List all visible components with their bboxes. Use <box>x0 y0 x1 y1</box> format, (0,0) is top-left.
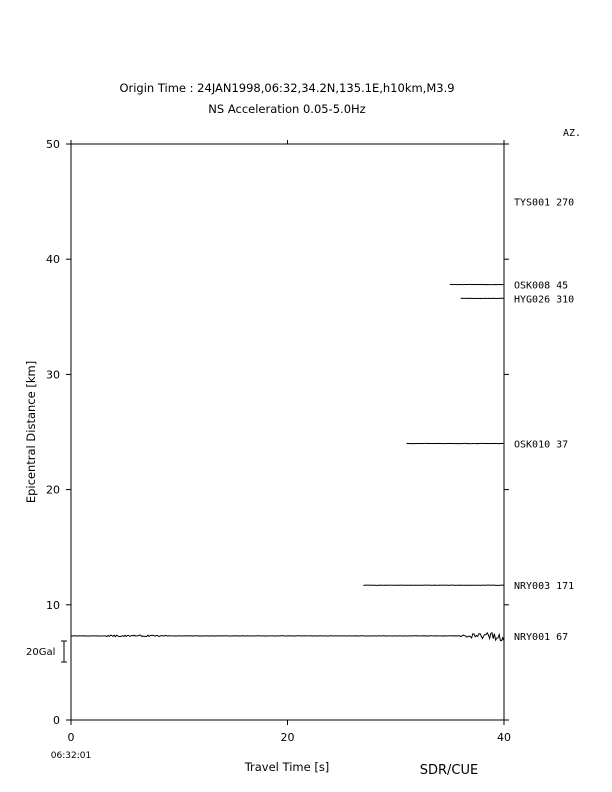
chart-title: Origin Time : 24JAN1998,06:32,34.2N,135.1E,h10km,M3.9 <box>119 81 455 95</box>
x-tick-label: 20 <box>280 731 295 744</box>
station-label-osk010: OSK010 37 <box>514 439 569 451</box>
trace-nry001 <box>71 633 504 641</box>
start-time-label: 06:32:01 <box>50 751 92 761</box>
y-axis-label: Epicentral Distance [km] <box>24 360 38 504</box>
x-tick-label: 0 <box>67 731 75 744</box>
station-label-hyg026: HYG026 310 <box>514 294 575 306</box>
y-tick-label: 30 <box>46 368 60 382</box>
scale-bar-label: 20Gal <box>26 647 56 658</box>
y-tick-label: 20 <box>46 483 60 497</box>
chart-subtitle: NS Acceleration 0.05-5.0Hz <box>208 102 366 116</box>
plot-area <box>46 138 574 744</box>
y-tick-label: 50 <box>46 138 60 151</box>
y-tick-label: 0 <box>53 714 60 727</box>
station-label-nry003: NRY003 171 <box>514 581 575 593</box>
azimuth-header: AZ. <box>563 128 582 139</box>
station-label-osk008: OSK008 45 <box>514 280 569 292</box>
y-tick-label: 40 <box>46 253 60 267</box>
x-axis-label: Travel Time [s] <box>244 760 330 774</box>
plot-frame <box>71 144 504 720</box>
footer-label: SDR/CUE <box>419 763 479 778</box>
station-label-tys001: TYS001 270 <box>514 197 575 209</box>
station-label-nry001: NRY001 67 <box>514 631 569 643</box>
y-tick-label: 10 <box>46 598 60 612</box>
x-tick-label: 40 <box>497 731 511 744</box>
